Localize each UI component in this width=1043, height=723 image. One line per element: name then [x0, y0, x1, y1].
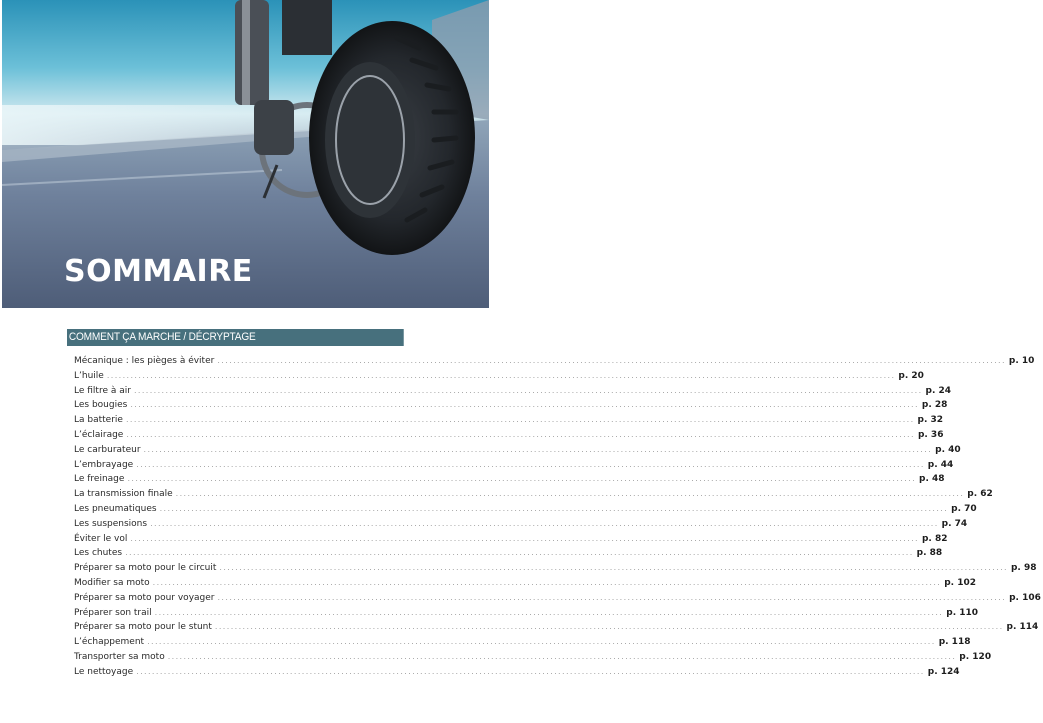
dot-leader: ........................................................................................................................................................................................................	[152, 577, 942, 587]
toc-entry-page: p. 120	[959, 651, 992, 662]
toc-entry-title: Le freinage	[74, 474, 125, 485]
toc-entry-title: Le filtre à air	[74, 385, 131, 396]
toc-entry-page: p. 24	[925, 385, 952, 396]
toc-entry	[67, 415, 944, 430]
dot-leader: ........................................................................................................................................................................................................	[106, 370, 896, 380]
dot-leader: ........................................................................................................................................................................................................	[127, 474, 917, 484]
toc-entry-page: p. 110	[946, 607, 979, 618]
toc-entry	[67, 503, 977, 519]
toc-entry-page: p. 102	[944, 577, 977, 588]
toc-entry	[67, 459, 954, 475]
toc-entry	[67, 548, 943, 563]
toc-entry-page: p. 74	[941, 518, 968, 529]
toc-entry	[67, 622, 1039, 637]
toc-entry-title: Les suspensions	[74, 518, 148, 529]
toc-entry-page: p. 32	[917, 415, 944, 426]
dot-leader: ........................................................................................................................................................................................................	[175, 489, 965, 499]
toc-entry	[67, 592, 1041, 608]
toc-entry	[67, 518, 968, 534]
toc-entry	[67, 637, 971, 652]
toc-entry-page: p. 20	[898, 370, 924, 381]
section-header: COMMENT ÇA MARCHE / DÉCRYPTAGE	[67, 329, 404, 346]
page-title: SOMMAIRE	[64, 254, 253, 289]
dot-leader: ........................................................................................................................................................................................................	[219, 563, 1008, 573]
toc-entry	[67, 370, 924, 386]
toc-entry	[67, 385, 952, 401]
toc-entry-title: Le carburateur	[74, 444, 141, 455]
toc-list	[67, 356, 1041, 682]
toc-entry-title: La batterie	[74, 415, 123, 426]
toc-entry	[67, 651, 992, 667]
toc-entry-title: L’éclairage	[74, 429, 124, 440]
toc-entry-page: p. 82	[921, 533, 948, 544]
toc-entry-title: L’embrayage	[74, 459, 134, 470]
toc-entry	[67, 666, 960, 682]
toc-entry-title: Les chutes	[74, 548, 123, 559]
dot-leader: ........................................................................................................................................................................................................	[217, 592, 1007, 602]
toc-entry-title: Préparer sa moto pour le circuit	[74, 563, 217, 574]
toc-entry-title: Préparer son trail	[74, 607, 152, 618]
toc-entry-title: Les bougies	[74, 400, 128, 411]
toc-entry-page: p. 106	[1009, 592, 1041, 603]
toc-entry-page: p. 48	[919, 474, 945, 485]
toc-entry-title: La transmission finale	[74, 489, 173, 500]
dot-leader: ........................................................................................................................................................................................................	[130, 533, 919, 543]
toc-entry-page: p. 114	[1006, 622, 1039, 633]
dot-leader: ........................................................................................................................................................................................................	[147, 637, 936, 647]
toc-entry-title: Mécanique : les pièges à éviter	[74, 356, 215, 366]
dot-leader: ........................................................................................................................................................................................................	[125, 548, 914, 558]
dot-leader: ........................................................................................................................................................................................................	[143, 444, 933, 454]
toc-entry-page: p. 44	[927, 459, 954, 470]
toc-entry-title: L’huile	[74, 370, 104, 381]
toc-entry-page: p. 98	[1010, 563, 1037, 574]
toc-entry-page: p. 28	[921, 400, 948, 411]
toc-entry-title: Éviter le vol	[74, 533, 128, 544]
toc-entry	[67, 577, 977, 593]
toc-entry	[67, 489, 993, 504]
toc-entry-title: Préparer sa moto pour voyager	[74, 592, 215, 603]
toc-entry-title: Modifier sa moto	[74, 577, 150, 588]
dot-leader: ........................................................................................................................................................................................................	[136, 459, 925, 469]
dot-leader: ........................................................................................................................................................................................................	[126, 429, 915, 439]
toc-entry-title: Les pneumatiques	[74, 503, 157, 514]
dot-leader: ........................................................................................................................................................................................................	[217, 356, 1006, 365]
toc-entry-page: p. 40	[935, 444, 961, 455]
dot-leader: ........................................................................................................................................................................................................	[130, 400, 919, 410]
toc-entry-page: p. 36	[917, 429, 944, 440]
dot-leader: ........................................................................................................................................................................................................	[125, 415, 915, 425]
dot-leader: ........................................................................................................................................................................................................	[154, 607, 944, 617]
toc-entry-page: p. 118	[938, 637, 971, 648]
toc-entry	[67, 607, 979, 623]
toc-entry-title: Préparer sa moto pour le stunt	[74, 622, 212, 633]
toc-entry-page: p. 88	[916, 548, 943, 559]
toc-entry-title: L’échappement	[74, 637, 145, 648]
toc-entry	[67, 429, 944, 445]
toc-entry	[67, 400, 948, 415]
toc-entry-page: p. 124	[927, 666, 960, 677]
toc-entry	[67, 474, 945, 489]
dot-leader: ........................................................................................................................................................................................................	[167, 651, 957, 661]
toc-entry-page: p. 70	[951, 503, 977, 514]
hero-image	[2, 0, 489, 308]
table-of-contents	[67, 329, 1041, 682]
dot-leader: ........................................................................................................................................................................................................	[214, 622, 1004, 632]
toc-entry-title: Le nettoyage	[74, 666, 134, 677]
dot-leader: ........................................................................................................................................................................................................	[159, 503, 949, 513]
toc-entry	[67, 563, 1037, 578]
dot-leader: ........................................................................................................................................................................................................	[136, 666, 925, 676]
toc-entry-page: p. 62	[967, 489, 993, 500]
toc-entry	[67, 444, 961, 460]
dot-leader: ........................................................................................................................................................................................................	[133, 385, 923, 395]
toc-entry	[67, 533, 948, 549]
toc-entry-title: Transporter sa moto	[74, 651, 165, 662]
toc-entry	[67, 356, 1035, 371]
dot-leader: ........................................................................................................................................................................................................	[150, 518, 939, 528]
toc-entry-page: p. 10	[1008, 356, 1035, 366]
